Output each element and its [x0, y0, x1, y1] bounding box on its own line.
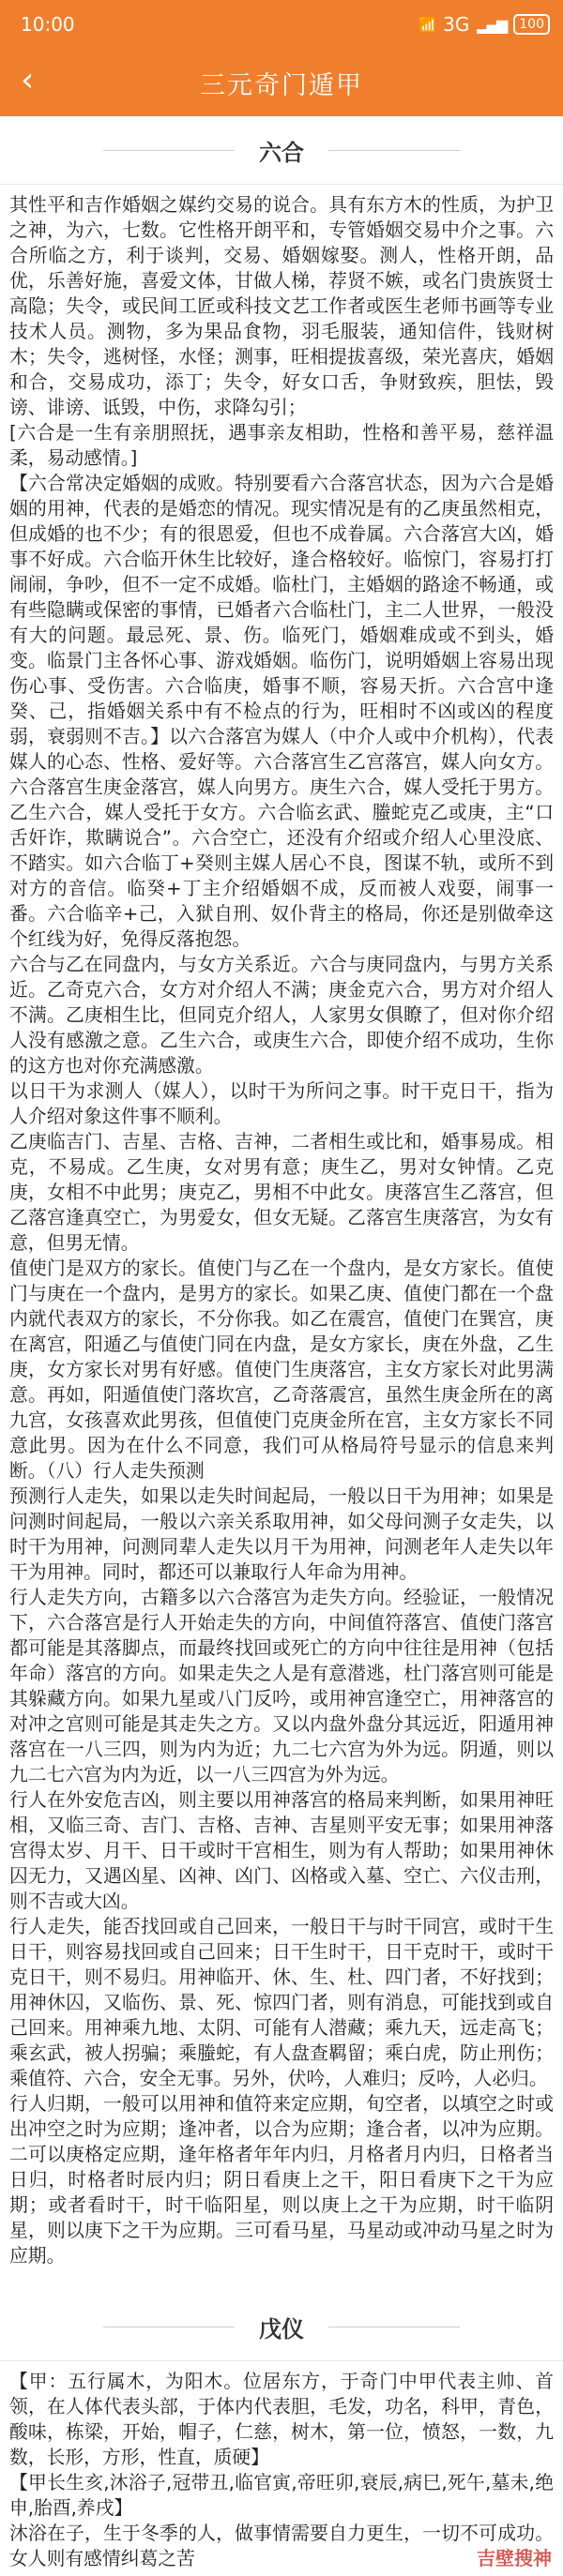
page-title: 三元奇门遁甲: [200, 70, 363, 100]
paragraph: [六合是一生有亲朋照抚，遇事亲友相助，性格和善平易，慈祥温柔，易动感情。]: [9, 422, 554, 469]
battery-icon: 100: [513, 14, 550, 35]
paragraph: 六合与乙在同盘内，与女方关系近。六合与庚同盘内，与男方关系近。乙奇克六合，女方对介绍人不满；庚金克六合，男方对介绍人不满。乙庚相生比，但同克介绍人，人家男女俱瞭了，但对你介绍人没有感激之意。乙生六合，或庚生六合，即使介绍不成功，生你的这方也对你充满感激。: [9, 954, 554, 1077]
network-label: 3G: [443, 13, 470, 36]
nav-bar: [0, 49, 563, 116]
section-title-liuhe: 六合: [259, 139, 304, 166]
status-icons: [418, 13, 550, 36]
paragraph: 行人走失，能否找回或自己回来，一般日干与时干同宫，或时干生日干，则容易找回或自己回来；日干生时干，日干克时干，或时干克日干，则不易归。用神临开、休、生、杜、四门者，不好找到；用神休囚，又临伤、景、死、惊四门者，则有消息，可能找到或自己回来。用神乘九地、太阴、可能有人潜藏；乘九天，远走高飞；乘玄武，被人拐骗；乘螣蛇，有人盘查羁留；乘白虎，防止刑伤；乘值符、六合，安全无事。另外，伏吟，人难归；反吟，人必归。: [9, 1916, 554, 2089]
divider-left: [103, 150, 235, 151]
paragraph: 以日干为求测人（媒人），以时干为所问之事。时干克日干，指为人介绍对象这件事不顺利。: [9, 1080, 554, 1127]
paragraph: 行人走失方向，古籍多以六合落宫为走失方向。经验证，一般情况下，六合落宫是行人开始走失的方向，中间值符落宫、值使门落宫都可能是其落脚点，而最终找回或死亡的方向中往往是用神（包括年命）落宫的方向。如果走失之人是有意潜逃，杜门落宫则可能是其躲藏方向。如果九星或八门反吟，或用神宫逢空亡，用神落宫的对冲之宫则可能是其走失之方。又以内盘外盘分其远近，阳遁用神落宫在一八三四，则为内为近；九二七六宫为外为远。阴遁，则以九二七六宫为内为近，以一八三四宫为外为远。: [9, 1587, 554, 1785]
signal-icon: ▂▄▆: [477, 15, 507, 34]
paragraph: 沐浴在子，生于冬季的人，做事情需要自力更生，一切不可成功。女人则有感情纠葛之苦: [9, 2523, 554, 2569]
paragraph: 预测行人走失，如果以走失时间起局，一般以日干为用神；如果是问测时间起局，一般以六亲关系取用神，如父母问测子女走失，以时干为用神，问测同辈人走失以月干为用神，问测老年人走失以年干为用神。同时，都还可以兼取行人年命为用神。: [9, 1485, 554, 1583]
paragraph: 行人在外安危吉凶，则主要以用神落宫的格局来判断，如果用神旺相，又临三奇、吉门、吉格、吉神、吉星则平安无事；如果用神落宫得太岁、月干、日干或时干宫相生，则为有人帮助；如果用神休囚无力，又遇凶星、凶神、凶门、凶格或入墓、空亡、六仪击刑，则不吉或大凶。: [9, 1789, 554, 1912]
paragraph: 【甲长生亥,沐浴子,冠带丑,临官寅,帝旺卯,衰辰,病巳,死午,墓未,绝申,胎酉,养戌】: [9, 2472, 554, 2519]
section-header-wuyi: [0, 2293, 563, 2361]
paragraph: 乙庚临吉门、吉星、吉格、吉神，二者相生或比和，婚事易成。相克，不易成。乙生庚，女对男有意；庚生乙，男对女钟情。乙克庚，女相不中此男；庚克乙，男相不中此女。庚落宫生乙落宫，但乙落宫逢真空亡，为男爱女，但女无疑。乙落宫生庚落宫，为女有意，但男无情。: [9, 1131, 554, 1254]
paragraph: 行人归期，一般可以用神和值符来定应期，旬空者，以填空之时或出冲空之时为应期；逢冲者，以合为应期；逢合者，以冲为应期。二可以庚格定应期，逢年格者年年内归，月格者月内归，日格者当日归，时格者时辰内归；阴日看庚上之干，阳日看庚下之干为应期；或者看时干，时干临阳星，则以庚上之干为应期，时干临阴星，则以庚下之干为应期。三可看马星，马星动或冲动马星之时为应期。: [9, 2093, 554, 2267]
divider-right: [328, 150, 460, 151]
paragraph: 【六合常决定婚姻的成败。特别要看六合落宫状态，因为六合是婚姻的用神，代表的是婚恋的情况。现实情况是有的乙庚虽然相克，但成婚的也不少；有的很恩爱，但也不成眷属。六合落宫大凶，婚事不好成。六合临开休生比较好，逢合格较好。临惊门，容易打打闹闹，争吵，但不一定不成婚。临杜门，主婚姻的路途不畅通，或有些隐瞒或保密的事情，已婚者六合临杜门，主二人世界，一般没有大的问题。最忌死、景、伤。临死门，婚姻难成或不到头，婚变。临景门主各怀心事、游戏婚姻。临伤门，说明婚姻上容易出现伤心事、受伤害。六合临庚，婚事不顺，容易天折。六合宫中逢癸、己，指婚姻关系中有不检点的行为，旺相时不凶或凶的程度弱，衰弱则不吉。】以六合落宫为媒人（中介人或中介机构），代表媒人的心态、性格、爱好等。六合落宫生乙宫落宫，媒人向女方。六合落宫生庚金落宫，媒人向男方。庚生六合，媒人受托于男方。乙生六合，媒人受托于女方。六合临玄武、螣蛇克乙或庚，主“口舌奸诈，欺瞒说合”。六合空亡，还没有介绍或介绍人心里没底、不踏实。如六合临丁+癸则主媒人居心不良，图谋不轨，或所不到对方的音信。临癸+丁主介绍婚姻不成，反而被人戏耍，闹事一番。六合临辛+己，入狱自刑、奴仆背主的格局，你还是别做牵这个红线为好，免得反落抱怨。: [9, 473, 554, 950]
paragraph: 其性平和吉作婚姻之媒约交易的说合。具有东方木的性质，为护卫之神，为六，七数。它性格开朗平和，专管婚姻交易中介之事。六合所临之方，利于谈判，交易、婚姻嫁娶。测人，性格开朗，品优，乐善好施，喜爱文体，甘做人梯，荐贤不嫉，或名门贵族贤士高隐；失令，或民间工匠或科技文艺工作者或医生老师书画等专业技术人员。测物，多为果品食物，羽毛服装，通知信件，钱财树木；失令，逃树怪，水怪；测事，旺相提拔喜级，荣光喜庆，婚姻和合，交易成功，添丁；失令，好女口舌，争财致疾，胆怯，毁谤、诽谤、诋毁，中伤，求降勾引；: [9, 194, 554, 418]
watermark-logo: 吉壁搜神: [477, 2547, 552, 2569]
status-time: 10:00: [21, 13, 75, 36]
wifi-icon: 📶: [418, 15, 436, 34]
top-bar: [0, 0, 563, 116]
section-header-liuhe: [0, 116, 563, 185]
status-bar: [0, 0, 563, 49]
paragraph: 值使门是双方的家长。值使门与乙在一个盘内，是女方家长。值使门与庚在一个盘内，是男方的家长。如果乙庚、值使门都在一个盘内就代表双方的家长，不分你我。如乙在震宫，值使门在巽宫，庚在离宫，阳遁乙与值使门同在内盘，是女方家长，庚在外盘，乙生庚，女方家长对男有好感。值使门生庚落宫，主女方家长对此男满意。再如，阳遁值使门落坎宫，乙奇落震宫，虽然生庚金所在的离九宫，女孩喜欢此男孩，但值使门克庚金所在宫，主女方家长不同意此男。因为在什么不同意，我们可从格局符号显示的信息来判断。（八）行人走失预测: [9, 1258, 554, 1482]
section-title-wuyi: 戊仪: [259, 2315, 304, 2343]
back-arrow-icon[interactable]: ‹: [21, 61, 35, 99]
liuhe-content: [0, 185, 563, 2268]
paragraph: 【甲：五行属木，为阳木。位居东方，于奇门中甲代表主帅、首领，在人体代表头部，于体内代表胆，毛发，功名，科甲，青色，酸味，栋梁，开始，帽子，仁慈，树木，第一位，愤怒，一数，九数，长形，方形，性直，质硬】: [9, 2371, 554, 2468]
wuyi-content: [0, 2361, 563, 2571]
